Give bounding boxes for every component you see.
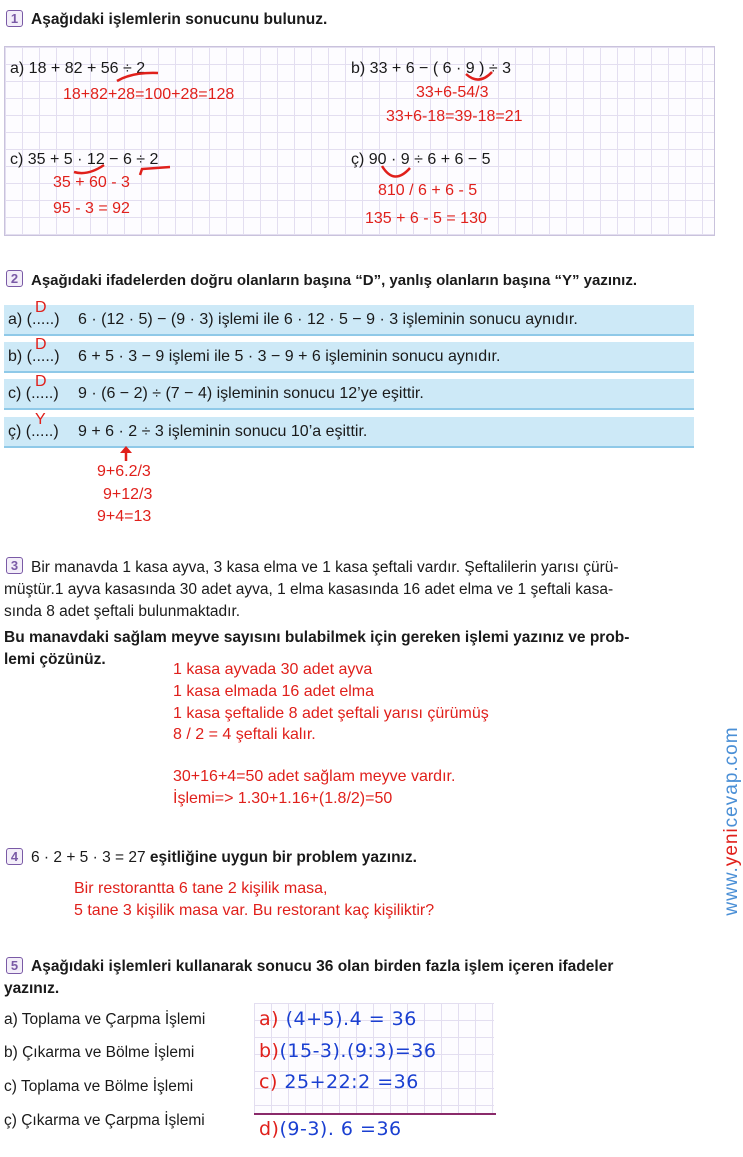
row-prefix-text: c) (.....) (8, 384, 59, 402)
hand-label: a) (259, 1008, 280, 1030)
answer-line-1: Bir restorantta 6 tane 2 kişilik masa, (74, 880, 328, 897)
work-line-2: 9+12/3 (103, 486, 153, 503)
badge-number: 3 (10, 558, 19, 573)
answer-mark: D (35, 298, 47, 316)
answer-mark: Y (35, 410, 46, 428)
row-prefix-text: ç) (.....) (8, 422, 59, 440)
underline-mark-d (382, 166, 410, 177)
work-line-1: 9+6.2/3 (97, 463, 151, 480)
watermark-prefix: www. (721, 866, 742, 916)
answer-line-3: 1 kasa şeftalide 8 adet şeftali yarısı çürümüş (173, 705, 489, 722)
answer-line-4: 8 / 2 = 4 şeftali kalır. (173, 726, 316, 743)
work-line-3: 9+4=13 (97, 508, 152, 525)
hand-answer-c (259, 1071, 419, 1093)
hand-answer-d (259, 1118, 402, 1140)
question-number-badge (6, 848, 23, 865)
statement-text: 9 + 6 · 2 ÷ 3 işleminin sonucu 10’a eşittir. (78, 422, 368, 440)
section2-heading: Aşağıdaki ifadelerden doğru olanların başına “D”, yanlış olanların başına “Y” yazınız. (31, 272, 637, 289)
question-d: ç) 90 · 9 ÷ 6 + 6 − 5 (351, 151, 491, 168)
item-label-d: ç) Çıkarma ve Çarpma İşlemi (4, 1112, 205, 1129)
badge-number: 5 (10, 958, 19, 973)
grid-divider (254, 1113, 496, 1115)
badge-number: 4 (10, 849, 19, 864)
answer-a-work: 18+82+28=100+28=128 (63, 86, 235, 103)
answer-line-1: 1 kasa ayvada 30 adet ayva (173, 661, 373, 678)
hand-expression: (4+5).4 = 36 (285, 1008, 417, 1030)
row-prefix (8, 410, 78, 441)
answer-b-work-1: 33+6-54/3 (416, 84, 489, 101)
answer-b-work-2: 33+6-18=39-18=21 (386, 108, 523, 125)
problem-text-line-3: sında 8 adet şeftali bulunmaktadır. (4, 603, 241, 620)
statement-row-d (4, 410, 694, 448)
section5-heading-line-2: yazınız. (4, 980, 60, 997)
arrow-up-icon (118, 444, 134, 462)
hand-label: d) (259, 1118, 280, 1140)
statement-text: 6 + 5 · 3 − 9 işlemi ile 5 · 3 − 9 + 6 işleminin sonucu aynıdır. (78, 347, 501, 365)
answer-mark: D (35, 372, 47, 390)
hand-label: c) (259, 1071, 278, 1093)
answer-line-2: 1 kasa elmada 16 adet elma (173, 683, 375, 700)
row-prefix-text: b) (.....) (8, 347, 60, 365)
row-prefix (8, 372, 78, 403)
item-label-a: a) Toplama ve Çarpma İşlemi (4, 1011, 206, 1028)
statement-row-a (4, 298, 694, 336)
answer-c-work-2: 95 - 3 = 92 (53, 200, 130, 217)
task-line-1: Bu manavdaki sağlam meyve sayısını bulabilmek için gereken işlemi yazınız ve prob- (4, 629, 630, 646)
hand-answer-b (259, 1040, 436, 1062)
underline-mark-c2 (140, 167, 170, 175)
badge-number: 1 (10, 11, 19, 26)
watermark-suffix: cevap.com (721, 726, 742, 828)
answer-line-2: 5 tane 3 kişilik masa var. Bu restorant kaç kişiliktir? (74, 902, 435, 919)
question-number-badge (6, 270, 23, 287)
hand-label: b) (259, 1040, 280, 1062)
statement-row-c (4, 372, 694, 410)
equation: 6 · 2 + 5 · 3 = 27 (31, 849, 146, 866)
question-a: a) 18 + 82 + 56 ÷ 2 (10, 60, 146, 77)
heading-text: eşitliğine uygun bir problem yazınız. (149, 849, 417, 866)
question-b: b) 33 + 6 − ( 6 · 9 ) ÷ 3 (351, 60, 511, 77)
question-c: c) 35 + 5 · 12 − 6 ÷ 2 (10, 151, 159, 168)
hand-answer-a (259, 1008, 417, 1030)
statement-text: 9 · (6 − 2) ÷ (7 − 4) işleminin sonucu 12’ye eşittir. (78, 384, 424, 402)
watermark (721, 701, 743, 941)
answer-d-work-2: 135 + 6 - 5 = 130 (365, 210, 487, 227)
row-prefix (8, 335, 78, 366)
section5-heading-line-1: Aşağıdaki işlemleri kullanarak sonucu 36 olan birden fazla işlem içeren ifadeler (31, 958, 614, 975)
problem-text-line-1: Bir manavda 1 kasa ayva, 3 kasa elma ve 1 kasa şeftali vardır. Şeftalilerin yarısı çürü- (31, 559, 619, 576)
answer-line-7: İşlemi=> 1.30+1.16+(1.8/2)=50 (173, 790, 393, 807)
badge-number: 2 (10, 271, 19, 286)
answer-line-6: 30+16+4=50 adet sağlam meyve vardır. (173, 768, 456, 785)
answer-mark: D (35, 335, 47, 353)
row-prefix-text: a) (.....) (8, 310, 60, 328)
underline-mark-c1 (74, 165, 104, 173)
problem-text-line-2: müştür.1 ayva kasasında 30 adet ayva, 1 elma kasasında 16 adet elma ve 1 şeftali kasa- (4, 581, 614, 598)
hand-expression: (9-3). 6 =36 (279, 1118, 402, 1140)
underline-mark-b (466, 72, 492, 80)
statement-text: 6 · (12 · 5) − (9 · 3) işlemi ile 6 · 12 · 5 − 9 · 3 işleminin sonucu aynıdır. (78, 310, 578, 328)
item-label-b: b) Çıkarma ve Bölme İşlemi (4, 1044, 195, 1061)
section1-ink-marks (0, 0, 719, 240)
section1-heading: Aşağıdaki işlemlerin sonucunu bulunuz. (31, 11, 328, 28)
question-number-badge (6, 557, 23, 574)
underline-mark-a (117, 73, 158, 81)
row-prefix (8, 298, 78, 329)
item-label-c: c) Toplama ve Bölme İşlemi (4, 1078, 194, 1095)
task-line-2: lemi çözünüz. (4, 651, 106, 668)
answer-d-work-1: 810 / 6 + 6 - 5 (378, 182, 478, 199)
answer-c-work-1: 35 + 60 - 3 (53, 174, 130, 191)
question-number-badge (6, 957, 23, 974)
hand-expression: 25+22:2 =36 (284, 1071, 419, 1093)
watermark-accent: yeni (721, 827, 742, 867)
hand-expression: (15-3).(9:3)=36 (279, 1040, 437, 1062)
statement-row-b (4, 335, 694, 373)
section4-heading (31, 849, 417, 867)
